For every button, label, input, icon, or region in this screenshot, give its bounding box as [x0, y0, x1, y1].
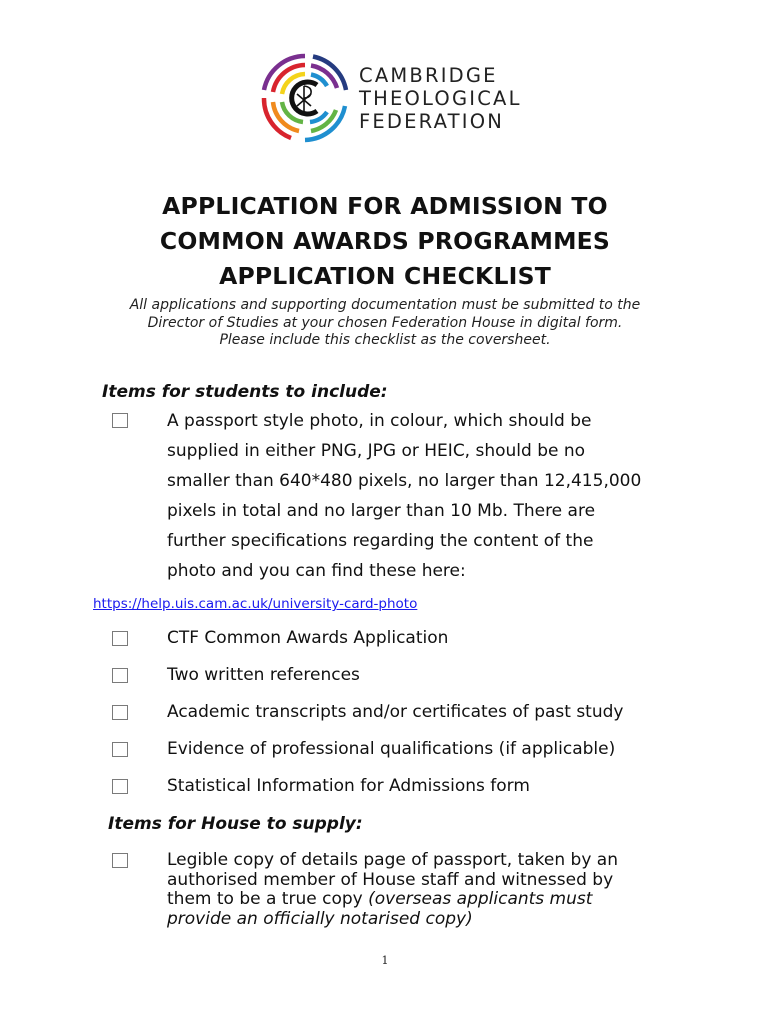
photo-line: supplied in either PNG, JPG or HEIC, should be no: [167, 441, 586, 461]
passport-line-3: [167, 890, 707, 910]
logo-line-3: FEDERATION: [359, 110, 505, 133]
photo-line: photo and you can find these here:: [167, 561, 466, 581]
intro-paragraph: [0, 297, 770, 350]
written-references-label: Two written references: [167, 665, 360, 685]
written-references-checkbox[interactable]: [112, 668, 128, 683]
passport-line-2: authorised member of House staff and witnessed by: [167, 869, 614, 890]
intro-line-2: Director of Studies at your chosen Federation House in digital form.: [147, 314, 623, 331]
photo-specification-link[interactable]: https://help.uis.cam.ac.uk/university-card-photo: [93, 596, 418, 612]
federation-logo: [255, 52, 545, 144]
rainbow-ring-emblem-icon: [255, 52, 355, 144]
professional-qualifications-checkbox[interactable]: [112, 742, 128, 757]
common-awards-application-checkbox[interactable]: [112, 631, 128, 646]
photo-line: further specifications regarding the content of the: [167, 531, 594, 551]
logo-line-2: THEOLOGICAL: [359, 87, 522, 110]
title-line-1: APPLICATION FOR ADMISSION TO: [162, 192, 608, 220]
passport-line-4: [167, 910, 707, 930]
photo-line: pixels in total and no larger than 10 Mb. There are: [167, 501, 596, 521]
passport-line-1: Legible copy of details page of passport, taken by an: [167, 850, 618, 870]
page-number: 1: [381, 954, 389, 967]
chi-rho-icon: [297, 86, 311, 112]
statistical-information-checkbox[interactable]: [112, 779, 128, 794]
passport-line-4-italic: provide an officially notarised copy): [167, 908, 473, 929]
common-awards-application-label: CTF Common Awards Application: [167, 628, 449, 648]
passport-copy-checkbox[interactable]: [112, 853, 128, 868]
academic-transcripts-checkbox[interactable]: [112, 705, 128, 720]
passport-line-3-italic: (overseas applicants must: [368, 889, 593, 909]
students-section-heading: Items for students to include:: [102, 382, 388, 402]
title-line-2: COMMON AWARDS PROGRAMMES: [159, 227, 611, 255]
photo-line: A passport style photo, in colour, which should be: [167, 411, 592, 431]
academic-transcripts-label: Academic transcripts and/or certificates of past study: [167, 702, 624, 722]
title-line-3: APPLICATION CHECKLIST: [219, 262, 551, 290]
photo-line: smaller than 640*480 pixels, no larger than 12,415,000: [167, 471, 642, 491]
photo-checkbox[interactable]: [112, 413, 128, 428]
logo-line-1: CAMBRIDGE: [359, 64, 498, 87]
photo-requirement-text: [167, 406, 697, 586]
professional-qualifications-label: Evidence of professional qualifications (if applicable): [167, 739, 616, 759]
statistical-information-label: Statistical Information for Admissions form: [167, 776, 530, 796]
house-section-heading: Items for House to supply:: [108, 814, 363, 834]
logo-wordmark: [359, 64, 522, 133]
intro-line-1: All applications and supporting documentation must be submitted to the: [129, 297, 641, 313]
intro-line-3: Please include this checklist as the coversheet.: [219, 332, 551, 348]
passport-copy-text: [167, 851, 707, 929]
passport-line-3-plain: them to be a true copy: [167, 889, 369, 909]
